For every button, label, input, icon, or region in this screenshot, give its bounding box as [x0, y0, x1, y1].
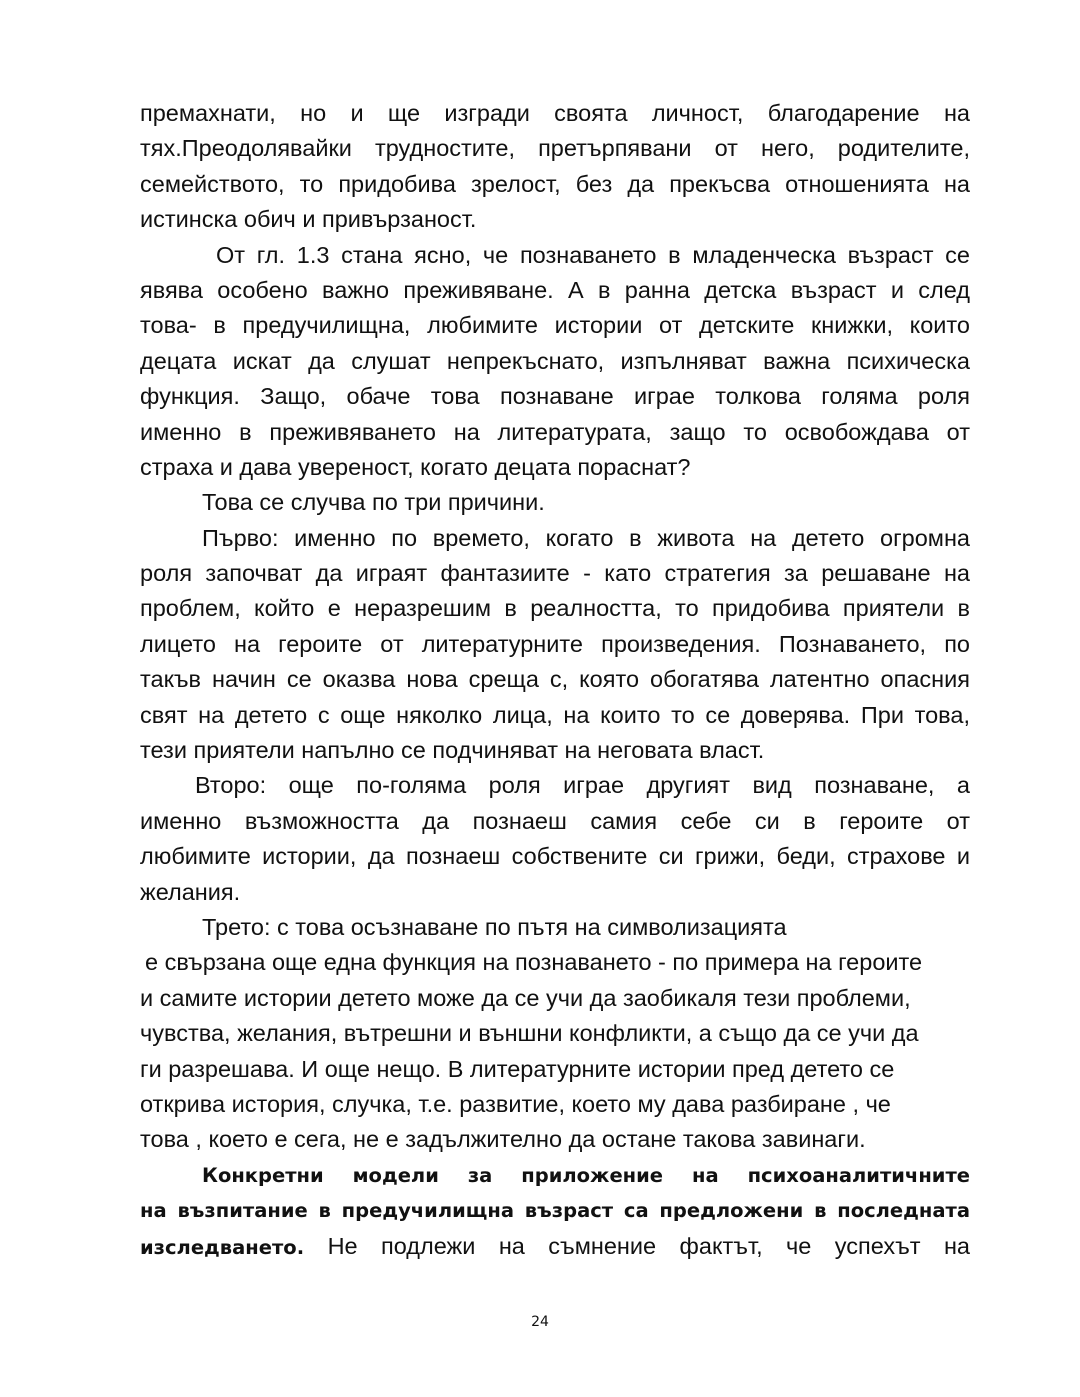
text-line: това- в предучилищна, любимите истории от детските книжки, които	[140, 312, 970, 339]
bold-text-line: Конкретни модели за приложение на психоаналитичните	[202, 1163, 970, 1187]
text-line: желания.	[140, 878, 241, 905]
document-body	[140, 96, 970, 1264]
text-line: лицето на героите от литературните произведения. Познаването, по	[140, 630, 970, 657]
bold-text-line: на възпитание в предучилищна възраст са предложени в последната	[140, 1199, 970, 1223]
text-line: децата искат да слушат непрекъснато, изпълняват важна психическа	[140, 347, 970, 374]
text-line: страха и дава увереност, когато децата пораснат?	[140, 453, 691, 480]
text-line: Това се случва по три причини.	[202, 489, 545, 516]
text-line: тях.Преодолявайки трудностите, претърпявани от него, родителите,	[140, 135, 970, 162]
text-line: открива история, случка, т.е. развитие, което му дава разбиране , че	[140, 1090, 891, 1117]
text-line: ги разрешава. И още нещо. В литературните истории пред детето се	[140, 1055, 895, 1082]
text-line: любимите истории, да познаеш собствените си грижи, беди, страхове и	[140, 843, 970, 870]
text-line: семейството, то придобива зрелост, без да прекъсва отношенията на	[140, 170, 970, 197]
text-line: такъв начин се оказва нова среща с, която обогатява латентно опасния	[140, 666, 970, 693]
text-line: тези приятели напълно се подчиняват на неговата власт.	[140, 737, 765, 764]
text-line: именно възможността да познаеш самия себе си в героите от	[140, 807, 970, 834]
text-line: Първо: именно по времето, когато в живота на детето огромна	[202, 524, 970, 551]
text-line: Второ: още по-голяма роля играе другият вид познаване, а	[195, 772, 970, 799]
text-fragment: Не подлежи на съмнение фактът, че успехът на	[327, 1232, 970, 1259]
text-line: чувства, желания, вътрешни и външни конфликти, а също да се учи да	[140, 1020, 919, 1047]
mixed-text-line	[140, 1229, 970, 1264]
text-line: и самите истории детето може да се учи да заобикаля тези проблеми,	[140, 984, 911, 1011]
text-line: От гл. 1.3 стана ясно, че познаването в младенческа възраст се	[216, 241, 970, 268]
text-line: е свързана още една функция на познаването - по примера на героите	[145, 949, 923, 976]
text-line: премахнати, но и ще изгради своята личност, благодарение на	[140, 100, 970, 126]
text-line: роля започват да играят фантазиите - като стратегия за решаване на	[140, 560, 970, 587]
bold-fragment: изследването.	[140, 1235, 305, 1259]
text-line: свят на детето с още няколко лица, на които то се доверява. При това,	[140, 701, 970, 728]
text-line: проблем, който е неразрешим в реалността, то придобива приятели в	[140, 595, 970, 622]
text-line: истинска обич и привързаност.	[140, 206, 477, 233]
text-line: функция. Защо, обаче това познаване играе толкова голяма роля	[140, 383, 970, 410]
text-line: именно в преживяването на литературата, защо то освобождава от	[140, 418, 970, 445]
text-line: това , което е сега, не е задължително да остане такова завинаги.	[140, 1126, 866, 1153]
page-number: 24	[531, 1314, 549, 1330]
text-line: явява особено важно преживяване. А в ранна детска възраст и след	[140, 276, 970, 303]
text-line: Трето: с това осъзнаване по пътя на символизацията	[202, 913, 787, 940]
